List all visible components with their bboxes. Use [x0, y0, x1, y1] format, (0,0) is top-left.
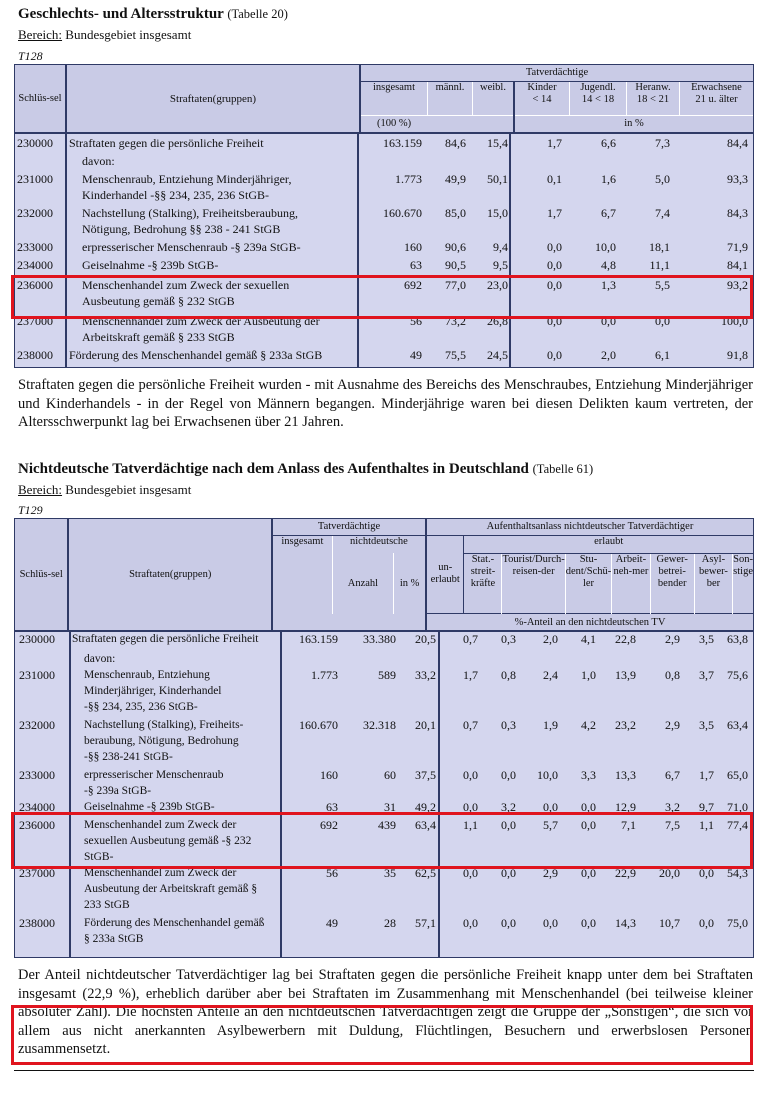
cell-pct: 57,1 [415, 916, 436, 930]
cell-as: 1,1 [699, 818, 714, 832]
cell-j: 1,3 [601, 278, 616, 292]
cell-stu: 3,3 [581, 768, 596, 782]
cell-w: 26,8 [487, 314, 508, 328]
cell-ges: 1.773 [395, 172, 422, 186]
cell-k: 0,0 [547, 348, 562, 362]
row-label: -§§ 238-241 StGB- [84, 751, 173, 763]
row-label: Förderung des Menschenhandel gemäß § 233a StGB [69, 348, 323, 362]
row-label: Förderung des Menschenhandel gemäß [84, 917, 265, 929]
cell-so: 75,6 [727, 668, 748, 682]
cell-k: 0,0 [547, 258, 562, 272]
section1-title: Geschlechts- und Altersstruktur (Tabelle 20) [18, 6, 288, 22]
row-label: Menschenraub, Entziehung [84, 669, 210, 681]
cell-ge: 2,9 [665, 632, 680, 646]
cell-as: 3,5 [699, 718, 714, 732]
row-key: 236000 [19, 818, 55, 832]
cell-ge: 2,9 [665, 718, 680, 732]
row-label: -§ 239a StGB- [84, 785, 152, 797]
row-label: 233 StGB [84, 899, 130, 911]
row-key: 231000 [17, 172, 53, 186]
cell-ges: 160.670 [383, 206, 422, 220]
cell-anz: 31 [384, 800, 396, 814]
row-key: 237000 [17, 314, 53, 328]
cell-k: 0,1 [547, 172, 562, 186]
th-schluessel: Schlüs-sel [15, 65, 66, 133]
cell-j: 0,0 [601, 314, 616, 328]
cell-so: 63,8 [727, 632, 748, 646]
cell-e: 71,9 [727, 240, 748, 254]
cell-ges: 160 [404, 240, 422, 254]
cell-ar: 22,8 [615, 632, 636, 646]
th2-student: Stu-dent/Schü-ler [565, 553, 611, 614]
cell-h: 0,0 [655, 314, 670, 328]
th-insgesamt: insgesamt [360, 82, 428, 115]
row-label: -§§ 234, 235, 236 StGB- [84, 701, 198, 713]
highlight-box-3 [11, 1005, 753, 1065]
cell-ges: 163.159 [299, 632, 338, 646]
row-label-2: Kinderhandel -§§ 234, 235, 236 StGB- [82, 188, 269, 202]
cell-j: 4,8 [601, 258, 616, 272]
table2-header [15, 519, 753, 631]
row-label: erpresserischer Menschenraub -§ 239a StGB- [82, 240, 301, 254]
th-straftaten: Straftaten(gruppen) [66, 65, 360, 133]
row-label: Nachstellung (Stalking), Freiheits- [84, 719, 244, 731]
cell-h: 18,1 [649, 240, 670, 254]
th-prozent100: (100 %) [360, 115, 514, 133]
cell-k: 1,7 [547, 136, 562, 150]
row-label: Straftaten gegen die persönliche Freiheit [72, 633, 259, 645]
cell-j: 6,6 [601, 136, 616, 150]
cell-m: 90,6 [445, 240, 466, 254]
cell-as: 1,7 [699, 768, 714, 782]
cell-stu: 0,0 [581, 800, 596, 814]
cell-so: 75,0 [727, 916, 748, 930]
highlight-box-2 [11, 812, 753, 869]
cell-m: 84,6 [445, 136, 466, 150]
cell-ges: 56 [326, 866, 338, 880]
cell-so: 77,4 [727, 818, 748, 832]
cell-w: 9,5 [493, 258, 508, 272]
bottom-rule [14, 1070, 754, 1071]
row-label: Geiselnahme -§ 239b StGB- [84, 801, 215, 813]
cell-ge: 6,7 [665, 768, 680, 782]
row-key: 232000 [19, 718, 55, 732]
row-key: 233000 [19, 768, 55, 782]
cell-as: 3,5 [699, 632, 714, 646]
cell-st: 0,3 [501, 718, 516, 732]
section2-bereich: Bereich: Bundesgebiet insgesamt [18, 482, 192, 497]
cell-ar: 13,3 [615, 768, 636, 782]
cell-stu: 0,0 [581, 866, 596, 880]
cell-un: 0,0 [463, 768, 478, 782]
cell-ges: 160.670 [299, 718, 338, 732]
cell-anz: 33.380 [363, 632, 396, 646]
th2-tatverdaechtige: Tatverdächtige [272, 519, 426, 535]
th-in-prozent: in % [514, 115, 753, 133]
cell-w: 23,0 [487, 278, 508, 292]
cell-un: 0,7 [463, 632, 478, 646]
cell-e: 93,2 [727, 278, 748, 292]
section1-table-id: T128 [18, 49, 43, 63]
cell-stu: 0,0 [581, 916, 596, 930]
cell-pct: 33,2 [415, 668, 436, 682]
cell-stu: 0,0 [581, 818, 596, 832]
cell-pct: 49,2 [415, 800, 436, 814]
cell-h: 11,1 [649, 258, 670, 272]
cell-so: 65,0 [727, 768, 748, 782]
th2-aufenthaltsanlass: Aufenthaltsanlass nichtdeutscher Tatverdächtiger [426, 519, 753, 535]
cell-pct: 63,4 [415, 818, 436, 832]
th-maennl: männl. [428, 82, 473, 115]
row-key: 236000 [17, 278, 53, 292]
cell-ge: 3,2 [665, 800, 680, 814]
cell-st: 0,0 [501, 916, 516, 930]
th2-schluessel: Schlüs-sel [15, 519, 68, 631]
highlight-box-1 [11, 275, 753, 319]
cell-w: 15,4 [487, 136, 508, 150]
cell-w: 15,0 [487, 206, 508, 220]
row-key: 234000 [17, 258, 53, 272]
cell-e: 91,8 [727, 348, 748, 362]
cell-anz: 35 [384, 866, 396, 880]
cell-as: 0,0 [699, 866, 714, 880]
section2-paragraph: Der Anteil nichtdeutscher Tatverdächtiger lag bei Straftaten gegen die persönliche Freiheit knapp unter dem bei Straftaten insgesamt (22,9 %), erheblich darüber aber bei Straftaten im Zusammenhang mit Menschenhandel (bei teilweise kleiner absoluter Zahl). Die höchsten Anteile an den nichtdeutschen Tatverdächtigen zeigt die Gruppe der „Sonstigen“, die sich vor allem aus nicht anerkannten Asylbewerbern mit Duldung, Flüchtlingen, Besuchern und erwerbslosen Personen zusammensetzt. [18, 967, 753, 1057]
row-label: Menschenhandel zum Zweck der Ausbeutung der [82, 314, 320, 328]
cell-m: 90,5 [445, 258, 466, 272]
section1-bereich: Bereich: Bundesgebiet insgesamt [18, 27, 192, 42]
cell-w: 9,4 [493, 240, 508, 254]
cell-st: 3,2 [501, 800, 516, 814]
cell-h: 7,3 [655, 136, 670, 150]
th2-straftaten: Straftaten(gruppen) [68, 519, 272, 631]
cell-anz: 32.318 [363, 718, 396, 732]
th2-stat: Stat.-streit-kräfte [464, 553, 502, 614]
cell-pct: 20,1 [415, 718, 436, 732]
cell-to: 10,0 [537, 768, 558, 782]
th2-gewerbe: Gewer-betrei-bender [650, 553, 694, 614]
th-tatverdaechtige: Tatverdächtige [360, 65, 753, 82]
cell-anz: 589 [378, 668, 396, 682]
cell-un: 0,0 [463, 916, 478, 930]
cell-st: 0,0 [501, 768, 516, 782]
row-key: 231000 [19, 668, 55, 682]
cell-j: 1,6 [601, 172, 616, 186]
row-key: 238000 [17, 348, 53, 362]
row-label: StGB- [84, 851, 114, 863]
cell-un: 0,7 [463, 718, 478, 732]
row-key: 232000 [17, 206, 53, 220]
th2-sonstige: Son-stige [733, 553, 753, 614]
cell-ge: 10,7 [659, 916, 680, 930]
cell-to: 2,4 [543, 668, 558, 682]
cell-j: 2,0 [601, 348, 616, 362]
cell-ges: 163.159 [383, 136, 422, 150]
cell-e: 84,3 [727, 206, 748, 220]
row-label: Straftaten gegen die persönliche Freiheit [69, 136, 264, 150]
cell-anz: 439 [378, 818, 396, 832]
cell-ges: 692 [320, 818, 338, 832]
row-key: 238000 [19, 916, 55, 930]
th2-erlaubt: erlaubt [464, 535, 753, 553]
row-label: sexuellen Ausbeutung gemäß -§ 232 [84, 835, 252, 847]
row-label: davon: [84, 653, 116, 665]
cell-stu: 4,1 [581, 632, 596, 646]
cell-ar: 23,2 [615, 718, 636, 732]
cell-anz: 60 [384, 768, 396, 782]
cell-to: 0,0 [543, 916, 558, 930]
cell-m: 75,5 [445, 348, 466, 362]
cell-ar: 13,9 [615, 668, 636, 682]
row-label: davon: [82, 154, 115, 168]
section1-paragraph: Straftaten gegen die persönliche Freiheit wurden - mit Ausnahme des Bereichs des Menschraubes, Entziehung Minderjähriger und Kinderhandels - in der Regel von Männern begangen. Minderjährige waren bei diesen Delikten kaum vertreten, der Altersschwerpunkt lag bei Erwachsenen über 21 Jahren. [18, 377, 753, 430]
cell-ges: 692 [404, 278, 422, 292]
cell-ar: 14,3 [615, 916, 636, 930]
cell-so: 54,3 [727, 866, 748, 880]
cell-ar: 7,1 [621, 818, 636, 832]
cell-ge: 0,8 [665, 668, 680, 682]
th-heranw: Heranw. 18 < 21 [627, 82, 680, 115]
cell-pct: 62,5 [415, 866, 436, 880]
cell-e: 100,0 [721, 314, 748, 328]
row-label: Minderjähriger, Kinderhandel [84, 685, 222, 697]
cell-h: 7,4 [655, 206, 670, 220]
th2-arbeitnehmer: Arbeit-neh-mer [612, 553, 650, 614]
cell-ges: 49 [410, 348, 422, 362]
cell-as: 0,0 [699, 916, 714, 930]
cell-ges: 56 [410, 314, 422, 328]
th2-in-prozent: in % [394, 553, 426, 614]
cell-st: 0,0 [501, 866, 516, 880]
section2-table-id: T129 [18, 503, 43, 517]
th2-unerlaubt: un-erlaubt [426, 535, 464, 614]
cell-ar: 12,9 [615, 800, 636, 814]
cell-un: 0,0 [463, 800, 478, 814]
cell-k: 1,7 [547, 206, 562, 220]
cell-st: 0,0 [501, 818, 516, 832]
cell-st: 0,8 [501, 668, 516, 682]
th-weibl: weibl. [473, 82, 515, 115]
cell-ge: 20,0 [659, 866, 680, 880]
row-label: § 233a StGB [84, 933, 144, 945]
row-label: beraubung, Nötigung, Bedrohung [84, 735, 239, 747]
cell-k: 0,0 [547, 278, 562, 292]
cell-to: 2,9 [543, 866, 558, 880]
cell-e: 93,3 [727, 172, 748, 186]
th2-insgesamt: insgesamt [272, 535, 332, 614]
row-key: 233000 [17, 240, 53, 254]
cell-so: 71,0 [727, 800, 748, 814]
cell-anz: 28 [384, 916, 396, 930]
cell-stu: 1,0 [581, 668, 596, 682]
th-jugendl: Jugendl. 14 < 18 [570, 82, 627, 115]
cell-m: 73,2 [445, 314, 466, 328]
cell-h: 6,1 [655, 348, 670, 362]
th2-asyl: Asyl-bewer-ber [694, 553, 732, 614]
cell-w: 24,5 [487, 348, 508, 362]
row-label: erpresserischer Menschenraub [84, 769, 224, 781]
cell-e: 84,4 [727, 136, 748, 150]
cell-ges: 160 [320, 768, 338, 782]
cell-m: 85,0 [445, 206, 466, 220]
cell-ge: 7,5 [665, 818, 680, 832]
cell-j: 6,7 [601, 206, 616, 220]
row-key: 230000 [17, 136, 53, 150]
cell-un: 1,1 [463, 818, 478, 832]
cell-stu: 4,2 [581, 718, 596, 732]
row-label: Geiselnahme -§ 239b StGB- [82, 258, 219, 272]
row-label: Menschenhandel zum Zweck der [84, 819, 237, 831]
row-label: Nachstellung (Stalking), Freiheitsberaubung, [82, 206, 298, 220]
cell-m: 77,0 [445, 278, 466, 292]
cell-st: 0,3 [501, 632, 516, 646]
th-erwachsene: Erwachsene 21 u. älter [680, 82, 754, 115]
th2-nichtdeutsche: nichtdeutsche [332, 535, 426, 553]
cell-pct: 37,5 [415, 768, 436, 782]
cell-k: 0,0 [547, 240, 562, 254]
cell-as: 3,7 [699, 668, 714, 682]
row-label-2: Ausbeutung gemäß § 232 StGB [82, 294, 235, 308]
row-label: Menschenhandel zum Zweck der [84, 867, 237, 879]
cell-h: 5,5 [655, 278, 670, 292]
cell-to: 2,0 [543, 632, 558, 646]
th2-anzahl: Anzahl [332, 553, 393, 614]
row-key: 230000 [19, 632, 55, 646]
cell-ges: 63 [326, 800, 338, 814]
cell-so: 63,4 [727, 718, 748, 732]
row-label: Menschenraub, Entziehung Minderjähriger, [82, 172, 292, 186]
cell-ges: 49 [326, 916, 338, 930]
cell-k: 0,0 [547, 314, 562, 328]
row-label-2: Arbeitskraft gemäß § 233 StGB [82, 330, 235, 344]
th-kinder: Kinder < 14 [514, 82, 570, 115]
cell-h: 5,0 [655, 172, 670, 186]
row-label: Menschenhandel zum Zweck der sexuellen [82, 278, 290, 292]
table1-header [15, 65, 753, 133]
cell-w: 50,1 [487, 172, 508, 186]
cell-ges: 1.773 [311, 668, 338, 682]
cell-ges: 63 [410, 258, 422, 272]
cell-e: 84,1 [727, 258, 748, 272]
cell-j: 10,0 [595, 240, 616, 254]
cell-ar: 22,9 [615, 866, 636, 880]
cell-to: 5,7 [543, 818, 558, 832]
row-label: Ausbeutung der Arbeitskraft gemäß § [84, 883, 258, 895]
cell-to: 1,9 [543, 718, 558, 732]
cell-to: 0,0 [543, 800, 558, 814]
cell-un: 1,7 [463, 668, 478, 682]
cell-as: 9,7 [699, 800, 714, 814]
th2-tourist: Tourist/Durch-reisen-der [502, 553, 565, 614]
cell-un: 0,0 [463, 866, 478, 880]
row-label-2: Nötigung, Bedrohung §§ 238 - 241 StGB [82, 222, 281, 236]
cell-m: 49,9 [445, 172, 466, 186]
section2-title: Nichtdeutsche Tatverdächtige nach dem Anlass des Aufenthaltes in Deutschland (Tabelle 61) [18, 461, 594, 477]
cell-pct: 20,5 [415, 632, 436, 646]
row-key: 237000 [19, 866, 55, 880]
th2-anteil: %-Anteil an den nichtdeutschen TV [426, 614, 753, 631]
row-key: 234000 [19, 800, 55, 814]
